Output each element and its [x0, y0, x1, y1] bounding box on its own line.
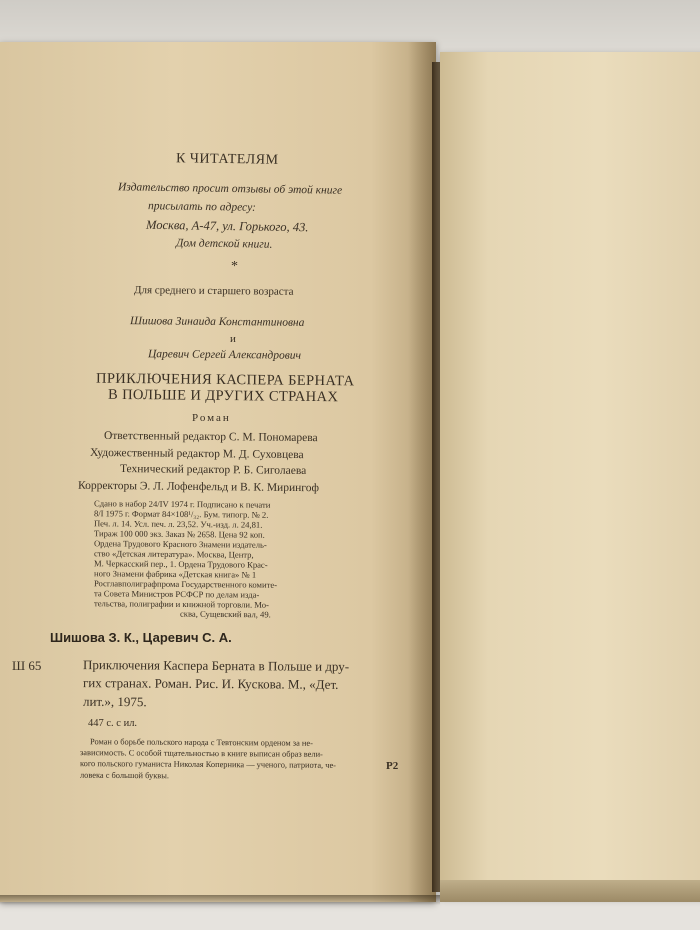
annotation-line: Роман о борьбе польского народа с Тевтонским орденом за не-: [89, 737, 313, 748]
imprint-line: Ордена Трудового Красного Знамени издатель-: [93, 538, 267, 550]
colophon-text: [0, 42, 436, 902]
catalog-code: Ш 65: [12, 658, 42, 673]
credit-line: Корректоры Э. Л. Лофенфельд и В. К. Мирингоф: [77, 479, 319, 495]
imprint-line: М. Черкасский пер., 1. Ордена Трудового Крас-: [93, 558, 268, 570]
author-1: Шишова Зинаида Константиновна: [129, 315, 305, 329]
heading: К ЧИТАТЕЛЯМ: [175, 151, 279, 168]
book-title-line: ПРИКЛЮЧЕНИЯ КАСПЕРА БЕРНАТА: [95, 370, 355, 390]
imprint-line: ство «Детская литература». Москва, Центр,: [93, 548, 254, 560]
catalog-line: лит.», 1975.: [82, 693, 147, 710]
publisher-note-line: присылать по адресу:: [147, 200, 257, 214]
right-page: [440, 52, 700, 898]
left-page: [0, 42, 436, 902]
credit-line: Ответственный редактор С. М. Пономарева: [103, 429, 318, 445]
imprint-line: тельства, полиграфии и книжной торговли. Мо-: [93, 598, 269, 610]
classification-code: Р2: [386, 760, 399, 772]
imprint-line: Росглавполиграфпрома Государственного комите-: [93, 578, 278, 590]
annotation-line: кого польского гуманиста Николая Коперника — ученого, патриота, че-: [79, 759, 337, 770]
genre: Роман: [192, 412, 231, 424]
credit-line: Художественный редактор М. Д. Суховцева: [89, 446, 304, 462]
catalog-authors: Шишова З. К., Царевич С. А.: [50, 630, 232, 645]
author-2: Царевич Сергей Александрович: [147, 348, 302, 362]
book-title-line: В ПОЛЬШЕ И ДРУГИХ СТРАНАХ: [107, 386, 339, 406]
page-edges: [440, 880, 700, 902]
catalog-line: Приключения Каспера Берната в Польше и дру-: [82, 657, 350, 674]
bottom-shadow: [0, 895, 440, 905]
imprint-line: 8/I 1975 г. Формат 84×108¹/₃₂. Бум. типогр. № 2.: [93, 508, 269, 520]
imprint-line: Печ. л. 14. Усл. печ. л. 23,52. Уч.-изд. л. 24,81.: [93, 518, 263, 530]
annotation-line: ловека с большой буквы.: [79, 770, 170, 781]
publisher-note-line: Дом детской книги.: [175, 237, 273, 251]
credit-line: Технический редактор Р. Б. Сиголаева: [119, 463, 307, 477]
page-count: 447 с. с ил.: [88, 718, 138, 729]
age-group: Для среднего и старшего возраста: [133, 284, 294, 298]
publisher-note-line: Издательство просит отзывы об этой книге: [117, 181, 343, 197]
imprint-line: Сдано в набор 24/IV 1974 г. Подписано к печати: [93, 498, 271, 510]
and-conjunction: и: [230, 333, 236, 345]
catalog-line: гих странах. Роман. Рис. И. Кускова. М., «Дет.: [82, 675, 339, 692]
publisher-note-line: Москва, А-47, ул. Горького, 43.: [145, 217, 309, 235]
imprint-line: ного Знамени фабрика «Детская книга» № 1: [93, 568, 257, 580]
annotation-line: зависимость. С особой тщательностью в книге выписан образ вели-: [79, 748, 323, 759]
imprint-line: сква, Сущевский вал, 49.: [179, 608, 271, 620]
imprint-line: та Совета Министров РСФСР по делам изда-: [93, 588, 260, 600]
asterisk: *: [231, 259, 238, 274]
imprint-line: Тираж 100 000 экз. Заказ № 2658. Цена 92 коп.: [93, 528, 265, 540]
